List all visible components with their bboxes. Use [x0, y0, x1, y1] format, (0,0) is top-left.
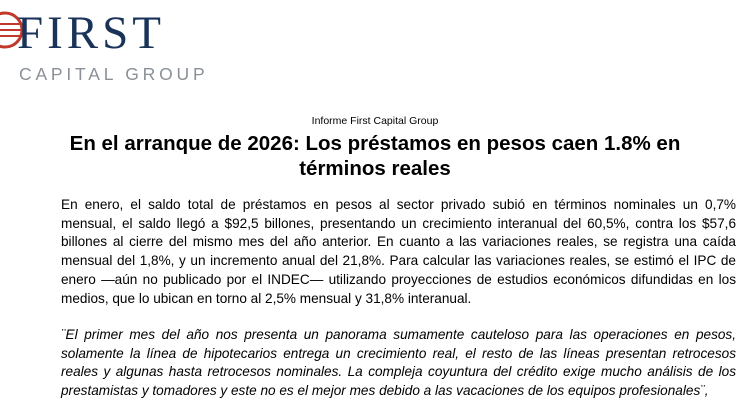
logo-tagline: CAPITAL GROUP — [19, 64, 209, 84]
report-kicker: Informe First Capital Group — [311, 115, 439, 127]
logo-wordmark: FIRST — [17, 7, 165, 59]
company-logo — [0, 0, 209, 90]
quote-paragraph: ¨El primer mes del año nos presenta un panorama sumamente cauteloso para las operaciones en pesos, solamente la línea de hipotecarios entrega un crecimiento real, el resto de las líneas presentan retrocesos reales y algunas hasta retrocesos nominales. La compleja coyuntura del crédito exige mucho análisis de los prestamistas y tomadores y este no es el mejor mes debido a las vacaciones de los equipos profesionales¨, — [61, 327, 736, 399]
report-title: En el arranque de 2026: Los préstamos en pesos caen 1.8% en términos reales — [69, 132, 681, 180]
body-paragraph: En enero, el saldo total de préstamos en pesos al sector privado subió en términos nominales un 0,7% mensual, el saldo llegó a $92,5 billones, presentando un crecimiento interanual del 60,5%, contra los $57,6 billones al cierre del mismo mes del año anterior. En cuanto a las variaciones reales, se registra una caída mensual del 1,8%, y un incremento anual del 21,8%. Para calcular las variaciones reales, se estimó el IPC de enero —aún no publicado por el INDEC— utilizando proyecciones de estudios económicos difundidas en los medios, que lo ubican en torno al 2,5% mensual y 31,8% interanual. — [61, 197, 736, 306]
